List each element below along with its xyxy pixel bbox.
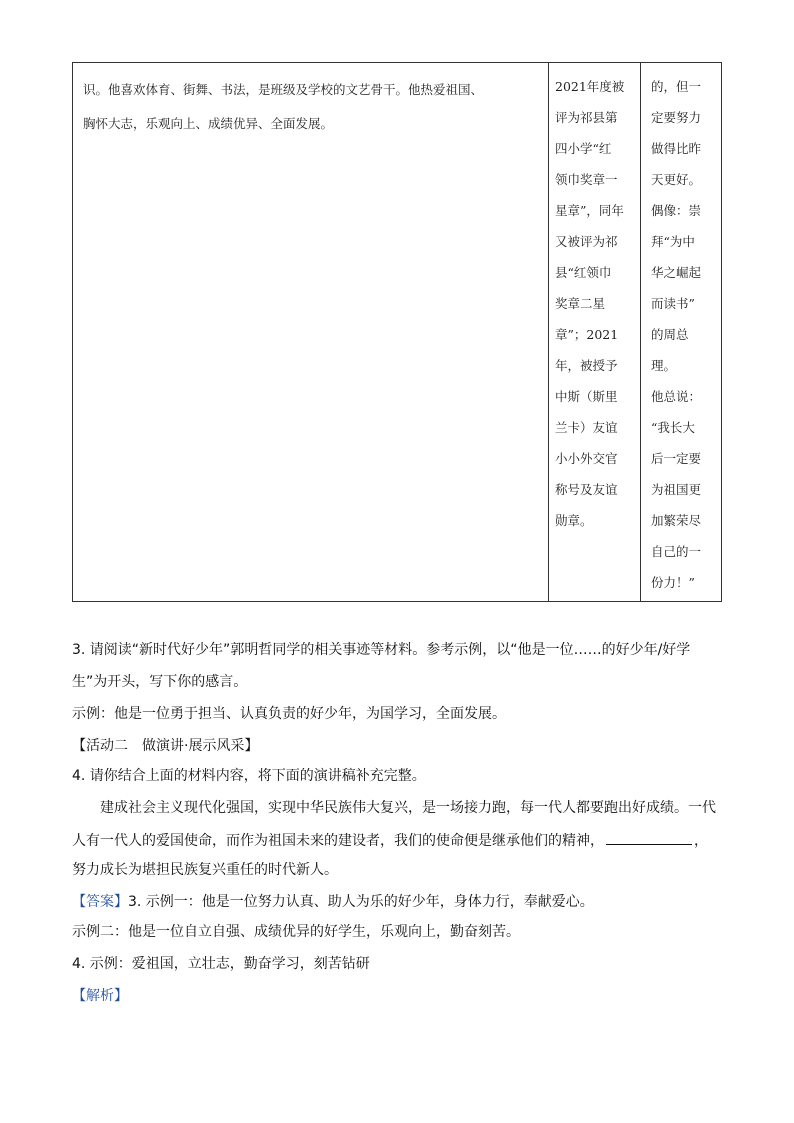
answer-tag: 【答案】 — [72, 894, 128, 910]
description-cell — [83, 73, 538, 141]
speech-line-2-end: ， — [694, 833, 708, 849]
motto-line: 他总说： — [651, 389, 702, 404]
honors-line: 评为祁县第 — [555, 110, 618, 125]
motto-line: 天更好。 — [651, 172, 702, 187]
motto-line: 而读书” — [651, 296, 695, 311]
motto-line: 份力！” — [651, 575, 695, 590]
profile-table — [72, 62, 722, 602]
motto-line: 加繁荣尽 — [651, 513, 702, 528]
motto-line: 自己的一 — [651, 544, 702, 559]
speech-line-2 — [72, 830, 708, 851]
motto-line: 偶像：崇 — [651, 203, 702, 218]
table-divider — [640, 63, 641, 601]
honors-line: 年，被授予 — [555, 358, 618, 373]
honors-line: 又被评为祁 — [555, 234, 618, 249]
q3-example: 示例：他是一位勇于担当、认真负责的好少年，为国学习，全面发展。 — [72, 706, 506, 722]
answer-line-1 — [72, 892, 594, 912]
motto-line: “我长大 — [651, 420, 695, 435]
description-line: 识。他喜欢体育、街舞、书法，是班级及学校的文艺骨干。他热爱祖国、 — [83, 82, 484, 97]
honors-line: 奖章二星 — [555, 296, 606, 311]
q3-line-1: 3. 请阅读“新时代好少年”郭明哲同学的相关事迹等材料。参考示例，以“他是一位……的好少年/好学 — [72, 642, 691, 658]
honors-line: 星章”，同年 — [555, 203, 624, 218]
honors-line: 勋章。 — [555, 513, 593, 528]
motto-line: 做得比昨 — [651, 141, 702, 156]
analysis-tag: 【解析】 — [72, 988, 128, 1004]
motto-line: 的周总 — [651, 327, 689, 342]
honors-line: 称号及友谊 — [555, 482, 618, 497]
table-divider — [548, 63, 549, 601]
answer-line-3: 4. 示例：爱祖国，立壮志，勤奋学习，刻苦钻研 — [72, 956, 370, 972]
q3-line-2: 生”为开头，写下你的感言。 — [72, 674, 248, 690]
motto-line: 为祖国更 — [651, 482, 702, 497]
honors-line: 中斯（斯里 — [555, 389, 618, 404]
speech-line-1: 建成社会主义现代化强国，实现中华民族伟大复兴，是一场接力跑，每一代人都要跑出好成绩。一代 — [100, 800, 716, 816]
q4-prompt: 4. 请你结合上面的材料内容，将下面的演讲稿补充完整。 — [72, 768, 426, 784]
activity-2-heading: 【活动二 做演讲·展示风采】 — [72, 738, 259, 754]
honors-line: 兰卡）友谊 — [555, 420, 618, 435]
honors-line: 2021年度被 — [555, 79, 625, 94]
speech-line-2-text: 人有一代人的爱国使命，而作为祖国未来的建设者，我们的使命便是继承他们的精神， — [72, 833, 604, 849]
motto-line: 定要努力 — [651, 110, 702, 125]
motto-line: 华之崛起 — [651, 265, 702, 280]
speech-line-3: 努力成长为堪担民族复兴重任的时代新人。 — [72, 862, 338, 878]
description-line: 胸怀大志，乐观向上、成绩优异、全面发展。 — [83, 116, 334, 131]
fill-blank[interactable] — [606, 830, 692, 845]
honors-line: 县“红领巾 — [555, 265, 612, 280]
honors-line: 小小外交官 — [555, 451, 618, 466]
answer-line-2: 示例二：他是一位自立自强、成绩优异的好学生，乐观向上，勤奋刻苦。 — [72, 924, 520, 940]
motto-cell — [651, 71, 715, 598]
motto-line: 理。 — [651, 358, 677, 373]
honors-cell — [555, 71, 637, 536]
motto-line: 的，但一 — [651, 79, 702, 94]
motto-line: 拜“为中 — [651, 234, 695, 249]
honors-line: 章”；2021 — [555, 327, 619, 342]
motto-line: 后一定要 — [651, 451, 702, 466]
answer-text: 3. 示例一：他是一位努力认真、助人为乐的好少年，身体力行，奉献爱心。 — [128, 894, 594, 910]
honors-line: 四小学“红 — [555, 141, 612, 156]
honors-line: 领巾奖章一 — [555, 172, 618, 187]
